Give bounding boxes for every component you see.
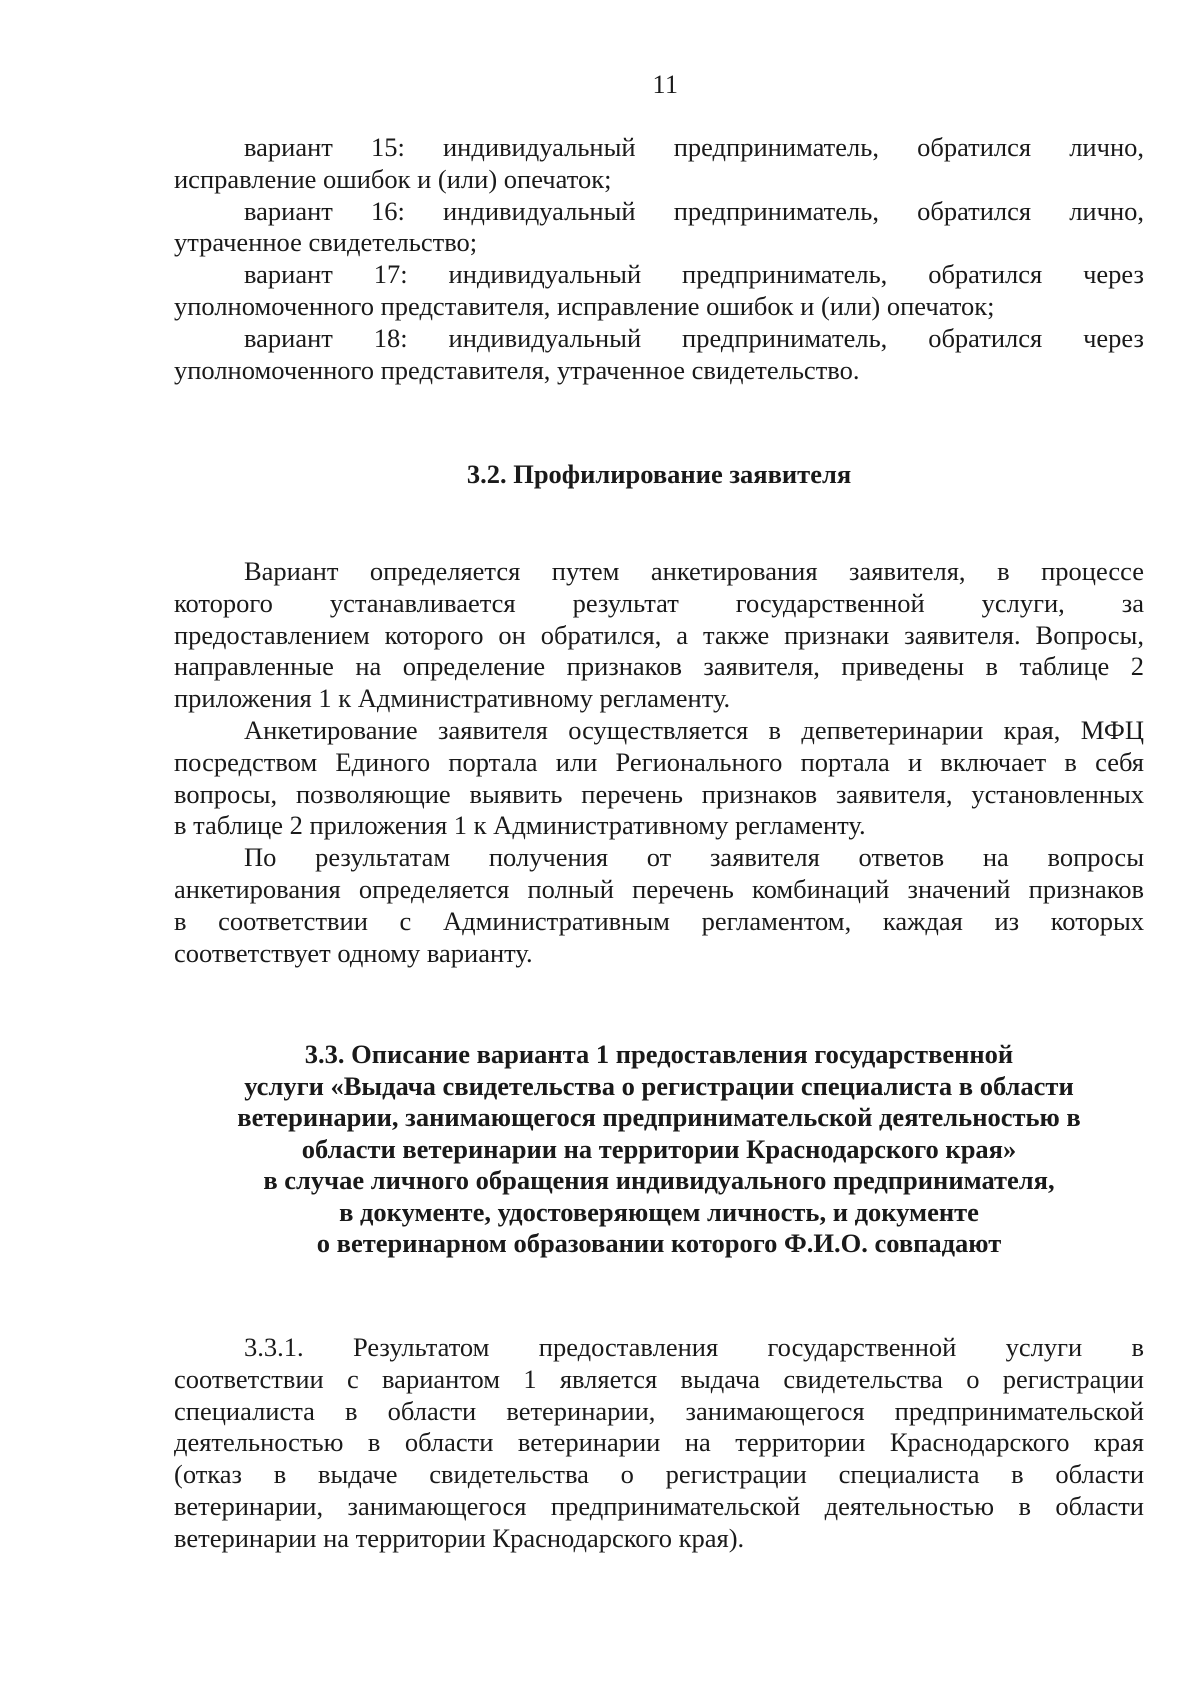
variant-15-line-2: исправление ошибок и (или) опечаток;	[174, 163, 612, 194]
variant-18-line-2: уполномоченного представителя, утраченное свидетельство.	[174, 354, 860, 385]
section-3-3-title-line: 3.3. Описание варианта 1 предоставления государственной	[304, 1039, 1014, 1069]
paragraph-line: (отказ в выдаче свидетельства о регистрации специалиста в области	[174, 1459, 1144, 1490]
variant-17-line-1: вариант 17: индивидуальный предприниматель, обратился через	[244, 259, 1144, 290]
section-3-2-body	[174, 556, 1144, 969]
paragraph-line: соответствует одному варианту.	[174, 937, 533, 968]
paragraph-line: специалиста в области ветеринарии, занимающегося предпринимательской	[174, 1395, 1144, 1426]
paragraph-line: которого устанавливается результат государственной услуги, за	[174, 587, 1144, 618]
section-3-2-heading	[174, 459, 1144, 491]
paragraph-line: в соответствии с Административным регламентом, каждая из которых	[174, 905, 1144, 936]
section-3-2-title: 3.2. Профилирование заявителя	[466, 459, 852, 489]
paragraph-line: ветеринарии на территории Краснодарского края).	[174, 1522, 745, 1553]
variant-16-line-2: утраченное свидетельство;	[174, 227, 478, 258]
paragraph-line: вопросы, позволяющие выявить перечень признаков заявителя, установленных	[174, 778, 1144, 809]
paragraph-line: приложения 1 к Административному регламенту.	[174, 683, 731, 714]
paragraph-line: Анкетирование заявителя осуществляется в депветеринарии края, МФЦ	[244, 714, 1144, 745]
variant-16-line-1: вариант 16: индивидуальный предприниматель, обратился лично,	[244, 195, 1144, 226]
variant-15-line-1: вариант 15: индивидуальный предприниматель, обратился лично,	[244, 132, 1144, 162]
paragraph-line: ветеринарии, занимающегося предпринимательской деятельностью в области	[174, 1490, 1144, 1521]
paragraph-line: 3.3.1. Результатом предоставления государственной услуги в	[244, 1332, 1144, 1362]
variant-17-line-2: уполномоченного представителя, исправление ошибок и (или) опечаток;	[174, 290, 995, 321]
paragraph-line: соответствии с вариантом 1 является выдача свидетельства о регистрации	[174, 1363, 1144, 1394]
paragraph-line: направленные на определение признаков заявителя, приведены в таблице 2	[174, 651, 1144, 682]
paragraph-line: Вариант определяется путем анкетирования заявителя, в процессе	[244, 556, 1144, 586]
paragraph-line: посредством Единого портала или Регионального портала и включает в себя	[174, 746, 1144, 777]
section-3-3-title-line: в случае личного обращения индивидуального предпринимателя,	[263, 1165, 1055, 1195]
section-3-3-title-line: области ветеринарии на территории Краснодарского края»	[301, 1133, 1017, 1164]
section-3-3-heading	[174, 1039, 1144, 1260]
section-3-3-title-line: в документе, удостоверяющем личность, и документе	[339, 1196, 979, 1227]
page-number: 11	[652, 70, 679, 99]
variants-list	[174, 132, 1144, 386]
variant-18-line-1: вариант 18: индивидуальный предприниматель, обратился через	[244, 322, 1144, 353]
section-3-3-title-line: ветеринарии, занимающегося предпринимательской деятельностью в	[237, 1102, 1081, 1132]
paragraph-line: По результатам получения от заявителя ответов на вопросы	[244, 842, 1144, 873]
paragraph-line: деятельностью в области ветеринарии на территории Краснодарского края	[174, 1427, 1144, 1458]
paragraph-line: предоставлением которого он обратился, а также признаки заявителя. Вопросы,	[174, 619, 1144, 650]
section-3-3-1-body	[174, 1332, 1144, 1555]
paragraph-line: в таблице 2 приложения 1 к Административному регламенту.	[174, 810, 866, 841]
section-3-3-title-line: услуги «Выдача свидетельства о регистрации специалиста в области	[244, 1070, 1074, 1101]
paragraph-line: анкетирования определяется полный перечень комбинаций значений признаков	[174, 873, 1144, 904]
section-3-3-title-line: о ветеринарном образовании которого Ф.И.О. совпадают	[316, 1228, 1002, 1258]
